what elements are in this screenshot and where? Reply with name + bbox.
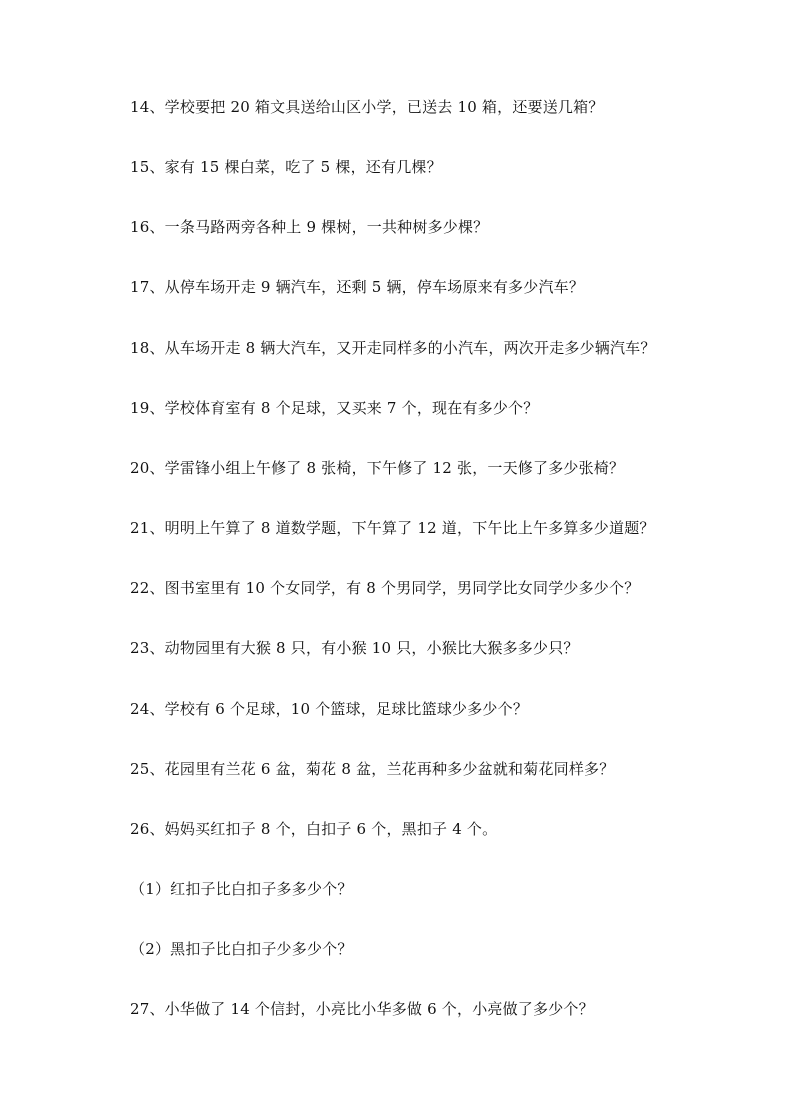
problem-21: 21、明明上午算了 8 道数学题，下午算了 12 道，下午比上午多算多少道题？ — [130, 519, 655, 537]
problem-24: 24、学校有 6 个足球，10 个篮球，足球比篮球少多少个？ — [130, 700, 529, 718]
problem-22: 22、图书室里有 10 个女同学，有 8 个男同学，男同学比女同学少多少个？ — [130, 579, 640, 597]
problem-14: 14、学校要把 20 箱文具送给山区小学，已送去 10 箱，还要送几箱？ — [130, 98, 604, 116]
problem-19: 19、学校体育室有 8 个足球，又买来 7 个，现在有多少个？ — [130, 399, 539, 417]
problem-17: 17、从停车场开走 9 辆汽车，还剩 5 辆，停车场原来有多少汽车？ — [130, 278, 585, 296]
problem-15: 15、家有 15 棵白菜，吃了 5 棵，还有几棵？ — [130, 158, 442, 176]
problem-23: 23、动物园里有大猴 8 只，有小猴 10 只，小猴比大猴多多少只？ — [130, 639, 579, 657]
problem-27: 27、小华做了 14 个信封，小亮比小华多做 6 个，小亮做了多少个？ — [130, 1000, 594, 1018]
problem-20: 20、学雷锋小组上午修了 8 张椅，下午修了 12 张，一天修了多少张椅？ — [130, 459, 625, 477]
problem-26-part-2: （2）黑扣子比白扣子少多少个？ — [130, 940, 353, 958]
problem-18: 18、从车场开走 8 辆大汽车，又开走同样多的小汽车，两次开走多少辆汽车？ — [130, 339, 656, 357]
problem-16: 16、一条马路两旁各种上 9 棵树，一共种树多少棵？ — [130, 218, 489, 236]
problem-25: 25、花园里有兰花 6 盆，菊花 8 盆，兰花再种多少盆就和菊花同样多？ — [130, 760, 615, 778]
problem-26: 26、妈妈买红扣子 8 个，白扣子 6 个，黑扣子 4 个。 — [130, 820, 498, 838]
problem-26-part-1: （1）红扣子比白扣子多多少个？ — [130, 880, 353, 898]
